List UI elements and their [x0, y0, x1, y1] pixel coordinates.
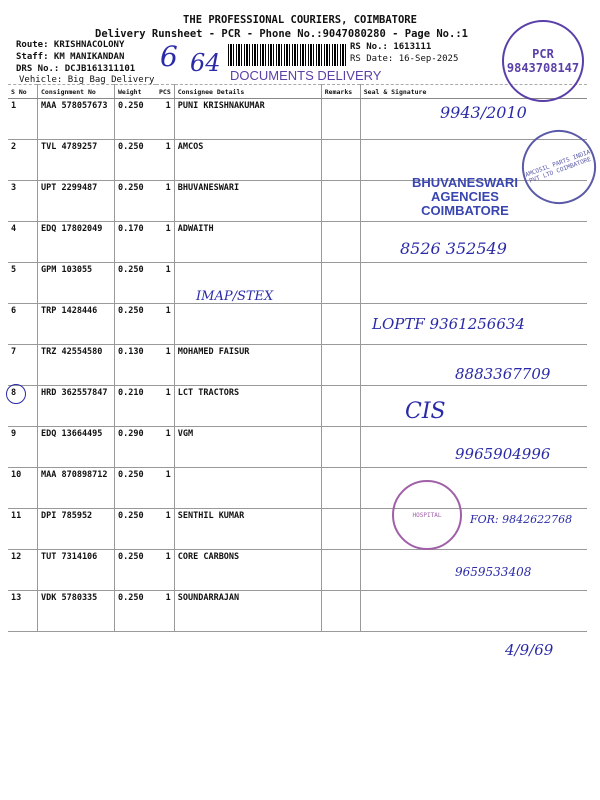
row-sno: 1 [8, 99, 38, 140]
pcs: 1 [156, 386, 174, 427]
row-sno: 7 [8, 345, 38, 386]
row-sno: 5 [8, 263, 38, 304]
col-sno: S No [8, 85, 38, 99]
weight: 0.250 [115, 263, 157, 304]
pcs: 1 [156, 222, 174, 263]
weight: 0.250 [115, 509, 157, 550]
consignee-name: MOHAMED FAISUR [174, 345, 321, 386]
pcs: 1 [156, 99, 174, 140]
pcs: 1 [156, 304, 174, 345]
remarks-cell [321, 304, 360, 345]
weight: 0.250 [115, 181, 157, 222]
remarks-cell [321, 345, 360, 386]
consignee-name: ADWAITH [174, 222, 321, 263]
consignee-name: SENTHIL KUMAR [174, 509, 321, 550]
consignee-name: CORE CARBONS [174, 550, 321, 591]
barcode [228, 44, 346, 66]
remarks-cell [321, 99, 360, 140]
consignee-name: AMCOS [174, 140, 321, 181]
bhuvaneswari-agencies-stamp [412, 176, 518, 218]
consignment-no: GPM 103055 [38, 263, 115, 304]
consignment-no: TRP 1428446 [38, 304, 115, 345]
col-consignee: Consignee Details [174, 85, 321, 99]
weight: 0.250 [115, 304, 157, 345]
consignment-no: TUT 7314106 [38, 550, 115, 591]
seal-signature-cell [360, 263, 587, 304]
weight: 0.250 [115, 468, 157, 509]
handwritten-count-bottom: 64 [190, 49, 221, 77]
handwritten-date: 4/9/69 [505, 641, 554, 659]
col-remarks: Remarks [321, 85, 360, 99]
table-row [8, 386, 587, 427]
row-sno: 10 [8, 468, 38, 509]
remarks-cell [321, 509, 360, 550]
consignment-no: HRD 362557847 [38, 386, 115, 427]
row-sno: 11 [8, 509, 38, 550]
col-pcs: PCS [156, 85, 174, 99]
consignment-no: MAA 578057673 [38, 99, 115, 140]
pcs: 1 [156, 550, 174, 591]
consignment-no: EDQ 17802049 [38, 222, 115, 263]
pcs: 1 [156, 509, 174, 550]
pcr-round-stamp: PCR 9843708147 [502, 20, 584, 102]
row-8-circle-mark [6, 384, 26, 404]
pcs: 1 [156, 427, 174, 468]
pcs: 1 [156, 181, 174, 222]
hospital-seal: HOSPITAL [392, 480, 462, 550]
seal-signature-cell [360, 386, 587, 427]
row-sno: 8 [8, 386, 38, 427]
row-sno: 12 [8, 550, 38, 591]
remarks-cell [321, 263, 360, 304]
remarks-cell [321, 222, 360, 263]
consignment-no: VDK 5780335 [38, 591, 115, 632]
row-sno: 13 [8, 591, 38, 632]
remarks-cell [321, 427, 360, 468]
table-row [8, 468, 587, 509]
signature-row-12: 9659533408 [455, 565, 532, 579]
pcs: 1 [156, 345, 174, 386]
col-seal-signature: Seal & Signature [360, 85, 587, 99]
vehicle: Vehicle: Big Bag Delivery [19, 75, 155, 85]
col-weight: Weight [115, 85, 157, 99]
rs-date: RS Date: 16-Sep-2025 [350, 54, 459, 64]
consignee-name: SOUNDARRAJAN [174, 591, 321, 632]
pcs: 1 [156, 140, 174, 181]
weight: 0.250 [115, 550, 157, 591]
consignee-name [174, 304, 321, 345]
remarks-cell [321, 591, 360, 632]
runsheet-table [8, 84, 587, 632]
row-sno: 3 [8, 181, 38, 222]
document-title: THE PROFESSIONAL COURIERS, COIMBATORE [183, 14, 417, 26]
signature-row-11: FOR: 9842622768 [470, 513, 573, 526]
consignee-name [174, 468, 321, 509]
pcs: 1 [156, 263, 174, 304]
col-consignment: Consignment No [38, 85, 115, 99]
signature-row-7: 8883367709 [455, 365, 551, 383]
signature-row-1: 9943/2010 [440, 103, 527, 122]
runsheet-subtitle: Delivery Runsheet - PCR - Phone No.:9047080280 - Page No.:1 [95, 28, 468, 40]
staff: Staff: KM MANIKANDAN [16, 52, 125, 62]
handwritten-count-top: 6 [160, 40, 178, 73]
weight: 0.170 [115, 222, 157, 263]
remarks-cell [321, 140, 360, 181]
rs-number: RS No.: 1613111 [350, 42, 432, 52]
stamp-line: BHUVANESWARI [412, 175, 518, 190]
stamp-line: COIMBATORE [421, 203, 509, 218]
remarks-cell [321, 550, 360, 591]
consignment-no: DPI 785952 [38, 509, 115, 550]
pcs: 1 [156, 468, 174, 509]
route: Route: KRISHNACOLONY [16, 40, 125, 50]
consignment-no: MAA 870898712 [38, 468, 115, 509]
weight: 0.250 [115, 99, 157, 140]
consignment-no: EDQ 13664495 [38, 427, 115, 468]
signature-row-9: 9965904996 [455, 445, 551, 463]
consignee-name: BHUVANESWARI [174, 181, 321, 222]
handwritten-note-row-6: IMAP/STEX [196, 289, 274, 304]
drs-number: DRS No.: DCJB161311101 [16, 64, 136, 74]
consignment-no: UPT 2299487 [38, 181, 115, 222]
weight: 0.130 [115, 345, 157, 386]
stamp-line: AGENCIES [431, 189, 499, 204]
remarks-cell [321, 468, 360, 509]
table-row [8, 263, 587, 304]
consignment-no: TRZ 42554580 [38, 345, 115, 386]
row-sno: 4 [8, 222, 38, 263]
table-header [8, 85, 587, 99]
signature-row-6: LOPTF 9361256634 [372, 315, 525, 333]
signature-row-8: CIS [405, 399, 446, 424]
row-sno: 2 [8, 140, 38, 181]
documents-delivery-stamp: DOCUMENTS DELIVERY [230, 68, 382, 83]
pcs: 1 [156, 591, 174, 632]
row-sno: 9 [8, 427, 38, 468]
remarks-cell [321, 386, 360, 427]
amcos-seal: AMCOSIL PARTS INDIA PVT LTD COIMBATORE [512, 120, 600, 215]
weight: 0.250 [115, 140, 157, 181]
consignee-name: PUNI KRISHNAKUMAR [174, 99, 321, 140]
row-sno: 6 [8, 304, 38, 345]
remarks-cell [321, 181, 360, 222]
weight: 0.250 [115, 591, 157, 632]
signature-row-4: 8526 352549 [400, 239, 507, 258]
seal-signature-cell [360, 591, 587, 632]
table-row [8, 591, 587, 632]
consignee-name: VGM [174, 427, 321, 468]
consignment-no: TVL 4789257 [38, 140, 115, 181]
consignee-name: LCT TRACTORS [174, 386, 321, 427]
weight: 0.210 [115, 386, 157, 427]
weight: 0.290 [115, 427, 157, 468]
